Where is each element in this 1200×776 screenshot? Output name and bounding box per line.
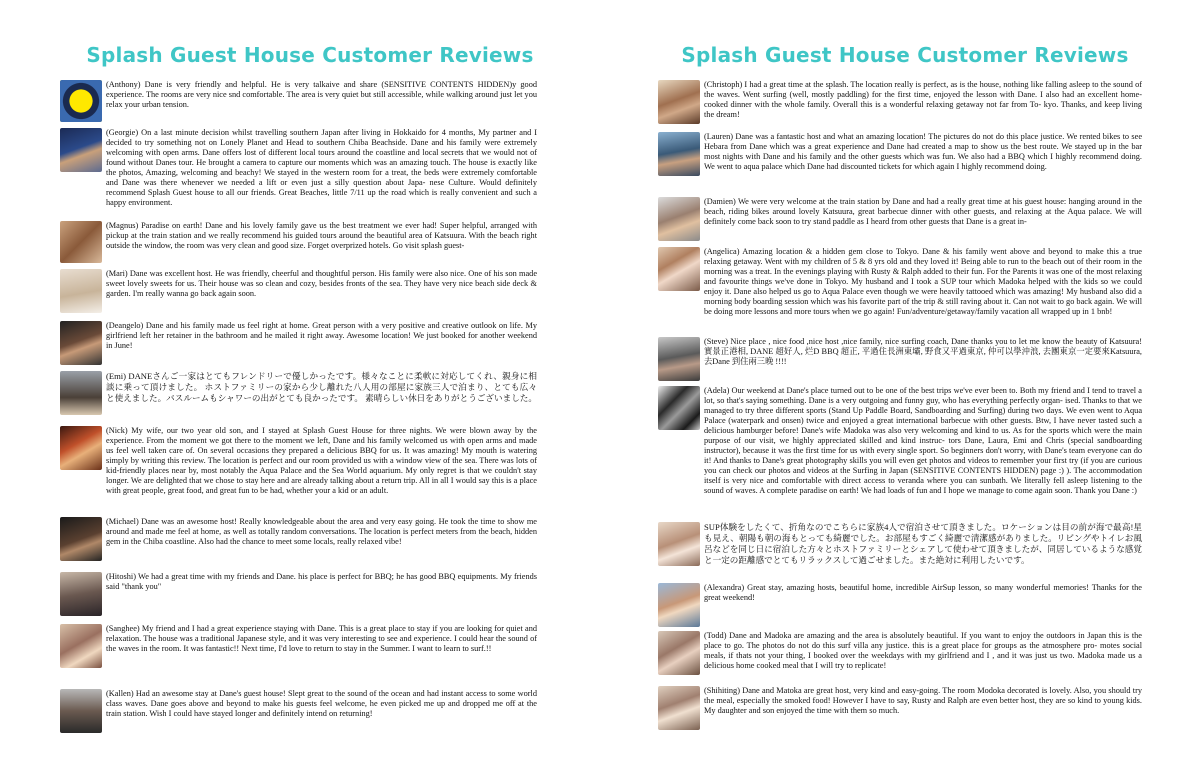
review-text: (Georgie) On a last minute decision whilst travelling southern Japan after living in Hokkaido for 4 months, My partner and I decided to try something not on Lonely Planet and Head to southern Chiba Beachside. Dane and his family were extremely welcoming with open arms. Dane offers lost of different local tours around the coastline and local secrets that we would not of found without Danes tour. He brought a camera to capture our moments which was an amazing touch. The house is exactly like the photos, Amazing, welcoming and beachy! We stayed in the western room for a treat, the beds were extremely comfortable and Dane was there whenever we needed a lift or even just a silly question about Japa- nese Culture. Would definitely recommend Splash Guest house to all our friends. Great Beaches, little 7/11 up the road which is really convenient and such a happy environment. (106, 128, 537, 207)
reviewer-photo (658, 197, 700, 241)
reviewer-photo (60, 269, 102, 313)
review-card (60, 572, 537, 616)
reviewer-photo (658, 686, 700, 730)
review-text: (Kallen) Had an awesome stay at Dane's guest house! Slept great to the sound of the ocean and had instant access to some world class waves. Dane goes above and beyond to make his guests feel welcome, he even picked me up and dropped me off at the train station. Wish I could have stayed longer and definitely intend on returning! (106, 689, 537, 718)
reviewer-photo (60, 371, 102, 415)
review-card (658, 386, 1142, 496)
review-text: (Todd) Dane and Madoka are amazing and the area is absolutely beautiful. If you want to enjoy the outdoors in Japan this is the place to go. The photos do not do this surf villa any justice. this is a great place for groups as the atmosphere pro- motes social meals, if thats not your thing, I booked over the weekdays with my girlfriend and I , and it was just us two. Madoka made us a delicious home cooked meal that I will try to replicate! (704, 631, 1142, 670)
review-text: (Sanghee) My friend and I had a great experience staying with Dane. This is a great place to stay if you are looking for quiet and relaxation. The house was a traditional Japanese style, and it was very interesting to see and experience. I could hear the sound of the waves in the room. It was fantastic!! Next time, I'd love to return to stay in the Summer. I want to learn to surf.!! (106, 624, 537, 653)
reviewer-photo (658, 631, 700, 675)
review-card (658, 522, 1142, 566)
review-text: (Mari) Dane was excellent host. He was friendly, cheerful and thoughtful person. His family were also nice. One of his son made sweet lovely sweets for us. Their house was so clean and cozy, besides fronts of the sea. They have very nice beach side deck & garden. I'm really wanna go back again soon. (106, 269, 537, 298)
review-card (60, 269, 537, 313)
reviewer-photo (658, 386, 700, 430)
review-text: (Shihiting) Dane and Matoka are great host, very kind and easy-going. The room Modoka decorated is lovely. Also, you should try the meal, especially the smoked food! However I have to say, Rusty and Ralph are even better host, they are so kind to young kids. My daughter and son enjoyed the time with them so much. (704, 686, 1142, 715)
right-page (600, 0, 1200, 776)
review-text: (Anthony) Dane is very friendly and helpful. He is very talkaive and share (SENSITIVE CONTENTS HIDDEN)y good experience. The rooms are very nice snd comfortable. The area is very quiet but still accessible, while walking around just let you relax your urban tension. (106, 80, 537, 109)
review-card (658, 247, 1142, 317)
review-text: (Emi) DANEさんご一家はとてもフレンドリーで優しかったです。様々なことに柔軟に対応してくれ、親身に相談に乗って頂けました。 ホストファミリーの家から少し離れた八人用の部屋に家族三人で泊まり、とても広々と使えました。バスルームもシャワーの出がとても良かったです。 素晴らしい休日をありがとうございました。 (106, 371, 537, 403)
review-card (60, 321, 537, 365)
reviewer-photo (658, 132, 700, 176)
review-text: (Damien) We were very welcome at the train station by Dane and had a really great time at his guest house: hanging around in the beach, riding bikes around lovely Katsuura, great barbecue dinner with other guests, and relaxing at the Aqua palace. We will definitely come back soon to try stand paddle as I heard from other guests that Dane is a great in- (704, 197, 1142, 226)
review-text: (Deangelo) Dane and his family made us feel right at home. Great person with a very positive and creative outlook on life. My girlfriend left her retainer in the bathroom and he mailed it right away. Awesome location! We just booked for another weekend in June! (106, 321, 537, 350)
review-card (60, 221, 537, 263)
reviewer-photo (60, 624, 102, 668)
reviewer-photo (60, 689, 102, 733)
reviewer-photo (60, 426, 102, 470)
review-text: (Nick) My wife, our two year old son, and I stayed at Splash Guest House for three nights. We were blown away by the experience. From the moment we got there to the moment we left, Dane and his family welcomed us with open arms and made us feel well taken care of. On several occasions they prepared a delicious BBQ for us. It was amazing! My mouth is watering simply by writing this review. The location is perfect and our room provided us with a window view of the sea. There was lots of kid-friendly places near by, most notably the Aqua Palace and the Sea World aquarium. My only regret is that we couldn't stay longer. We are delighted that we chose to stay here and are already talking about a return trip. All in all I would say this is a place with great people, great food, and great fun to be had, whether your a kid or an adult. (106, 426, 537, 495)
reviewer-photo (60, 221, 102, 263)
review-text: (Christoph) I had a great time at the splash. The location really is perfect, as is the house, nothing like falling asleep to the sound of the waves. Went surfing (well, mostly paddling) for the first time, enjoyed the lesson with Dane. I also had an excellent home-cooked dinner with the whole family. Overall this is a wonderful relaxing getaway not far from To- kyo. Thanks, and keep living the dream! (704, 80, 1142, 119)
review-text: (Adela) Our weekend at Dane's place turned out to be one of the best trips we've ever been to. Both my friend and I tend to travel a lot, so that's saying something. Dane is a very outgoing and funny guy, who has everything perfectly organ- ised. Thanks to that we managed to try three different sports (Stand Up Paddle Board, Sandboarding and Surfing) during two days. We even went to Aqua Palace (waterpark and onsen) twice and enjoyed a great international barbecue with other guests. Btw, I have never tasted such a delicious hamburger before! Dane's wife Madoka was also very welcoming and kind to us. As for the sports which were the main purpose of our visit, we highly appreciated skilled and kind instruc- tors Dane, Laura, Emi and Chris (special sandboarding instructor), because it was the first time for us with every single sport. So beginners don't worry, with Dane's team everyone can do it! And thanks to Dane's great photography skills you will even get photos and videos to remember your first try (if you are curious you can check our photos and videos at the Surfing in Japan (SENSITIVE CONTENTS HIDDEN) page :) ). The accommodation itself is very nice and comfortable with direct access to veranda where you can sunbath. We literally fell asleep listening to the sound of waves. A complete paradise on earth! We had loads of fun and I hope we manage to come again soon. Thank you Dane :) (704, 386, 1142, 495)
review-text: (Magnus) Paradise on earth! Dane and his lovely family gave us the best treatment we ever had! Super helpful, arranged with pickup at the train station and we really recommend his guided tours around the beautiful area of Katsuura. With the beach right outside the window, the room was very clean and good size. Forget overprized hotels. Go visit splash guest- (106, 221, 537, 250)
reviewer-photo (60, 321, 102, 365)
reviewer-photo (658, 247, 700, 291)
page-title-right: Splash Guest House Customer Reviews (681, 43, 1129, 67)
review-text: (Angelica) Amazing location & a hidden gem close to Tokyo. Dane & his family went above and beyond to make this a true relaxing getaway. Went with my children of 5 & 8 yrs old and they loved it! Being able to run to the beach out of their room in the morning was a treat. In the evenings playing with Rusty & Ralph added to their fun. For the Parents it was one of the most relaxing and favourite things we've done in Tokyo. My husband and I took a SUP tour which Madoka helped with the kids so we could enjoy it. Dane also helped us go to Aqua Palace even though we were heavily tattooed which was amazing! My husband also did a morning body boarding session which was his favorite part of the trip & still raving about it. Can not wait to go back again. We will be doing more lessons and more tours when we go again! Fun/adventure/getaway/family vacation all wrapped up in 1 bnb! (704, 247, 1142, 316)
review-text: (Michael) Dane was an awesome host! Really knowledgeable about the area and very easy going. He took the time to show me around and made me feel at home, as well as totally random conversations. The location is perfect meters from the beach, hidden gem in the Chiba coastline. Also had the chance to meet some locals, really relaxed vibe! (106, 517, 537, 546)
review-card (658, 197, 1142, 241)
reviewer-photo (60, 128, 102, 172)
review-card (60, 128, 537, 208)
reviewer-photo (658, 337, 700, 381)
review-card (658, 686, 1142, 730)
review-text: SUP体験をしたくて、折角なのでこちらに家族4人で宿泊させて頂きました。ロケーションは目の前が海で最高!星も見え、朝陽も朝の海もとっても綺麗でした。お部屋もすごく綺麗で清潔感がありました。リビングやトイレお風呂などを同じ日に宿泊した方々とホストファミリーとシェアして使わせて頂きましたが、同居しているような感覚と一定の距離感でとてもリラックスして過ごせました。また絶対に利用したいです。 (704, 522, 1142, 565)
review-card (658, 583, 1142, 627)
reviewer-photo (60, 572, 102, 616)
review-card (60, 624, 537, 668)
review-card (60, 517, 537, 561)
review-text: (Alexandra) Great stay, amazing hosts, beautiful home, incredible AirSup lesson, so many wonderful memories! Thanks for the great weekend! (704, 583, 1142, 602)
review-card (60, 371, 537, 415)
reviewer-photo (60, 517, 102, 561)
review-card (60, 426, 537, 496)
review-text: (Hitoshi) We had a great time with my friends and Dane. his place is perfect for BBQ; he has good BBQ equipments. My friends said "thank you" (106, 572, 537, 591)
reviewer-photo (658, 522, 700, 566)
page-title-left: Splash Guest House Customer Reviews (86, 43, 534, 67)
review-card (658, 337, 1142, 381)
review-card (60, 80, 537, 122)
review-card (658, 132, 1142, 176)
reviewer-photo (658, 583, 700, 627)
reviewer-photo (658, 80, 700, 124)
review-card (658, 80, 1142, 124)
reviewer-photo (60, 80, 102, 122)
review-card (658, 631, 1142, 675)
review-text: (Lauren) Dane was a fantastic host and what an amazing location! The pictures do not do this place justice. We rented bikes to see Hebara from Dane which was a great experience and Dane had created a map to show us the best route. We stayed up in the bar most nights with Dane and his family and the other guests which was fun. We also had a BBQ which I highly recommend doing. We went to aqua palace which Dane had discounted tickets for which again I highly recommend doing. (704, 132, 1142, 171)
review-card (60, 689, 537, 733)
review-text: (Steve) Nice place , nice food ,nice host ,nice family, nice surfing coach, Dane thanks you to let me know the beauty of Katsuura! 實景正港相, DANE 超好人, 烂D BBQ 超正, 平過住長洲東壩, 野食又平過東京, 仲可以學沖浪, 去團東京一定要來Katsuura,去Dane 到住兩三晚 !!!! (704, 337, 1142, 366)
